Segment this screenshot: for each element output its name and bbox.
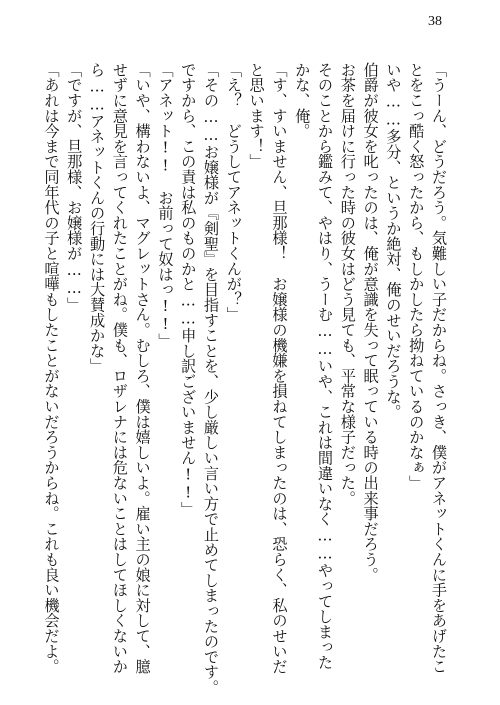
text-line: 「アネット!! お前って奴はっ!!」 [156, 62, 175, 349]
text-line: 伯爵が彼女を叱ったのは、俺が意識を失って眠っている時の出来事だろう。 [361, 62, 380, 583]
text-line: 「あれは今まで同年代の子と喧嘩もしたことがないだろうからね。これも良い機会だよ。 [42, 62, 61, 674]
text-line: お茶を届けに行った時の彼女はどう見ても、平常な様子だった。 [338, 62, 357, 506]
text-line: 「うーん、どうだろう。気難しい子だからね。さっき、僕がアネットくんに手をあげたこ [430, 62, 448, 674]
text-line: そのことから鑑みて、やはり、うーむ……いや、これは間違いなく……やってしまった [316, 62, 335, 670]
text-line: と思います！」 [247, 62, 266, 170]
text-line: 「す、すいません、旦那様！ お嬢様の機嫌を損ねてしまったのは、恐らく、私のせいだ [270, 62, 289, 674]
text-line: 「その……お嬢様が『剣聖』を目指すことを、少し厳しい言い方で止めてしまったのです。 [202, 62, 221, 695]
text-line: とをこっ酷く怒ったから、もしかしたら拗ねているのかなぁ」 [407, 62, 426, 491]
page-number: 38 [428, 14, 442, 29]
text-line: 「いや、構わないよ、マグレットさん。むしろ、僕は嬉しいよ。雇い主の娘に対して、臆 [133, 62, 152, 674]
text-line: 「ですが、旦那様、お嬢様が……」 [65, 62, 84, 313]
text-line: いや……多分、というか絶対、俺のせいだろうな。 [384, 62, 403, 420]
text-line: せずに意見を言ってくれたことがね。僕も、ロザレナには危ないことはしてほしくないか [110, 62, 129, 674]
vertical-text-body [40, 62, 450, 695]
text-line: 「え？ どうしてアネットくんが？」 [224, 62, 243, 323]
text-line: かな、俺。 [293, 62, 312, 139]
text-line: ら……アネットくんの行動には大賛成かな」 [88, 62, 107, 374]
text-line: ですから、この責は私のものかと……申し訳ございません!!」 [179, 62, 198, 517]
